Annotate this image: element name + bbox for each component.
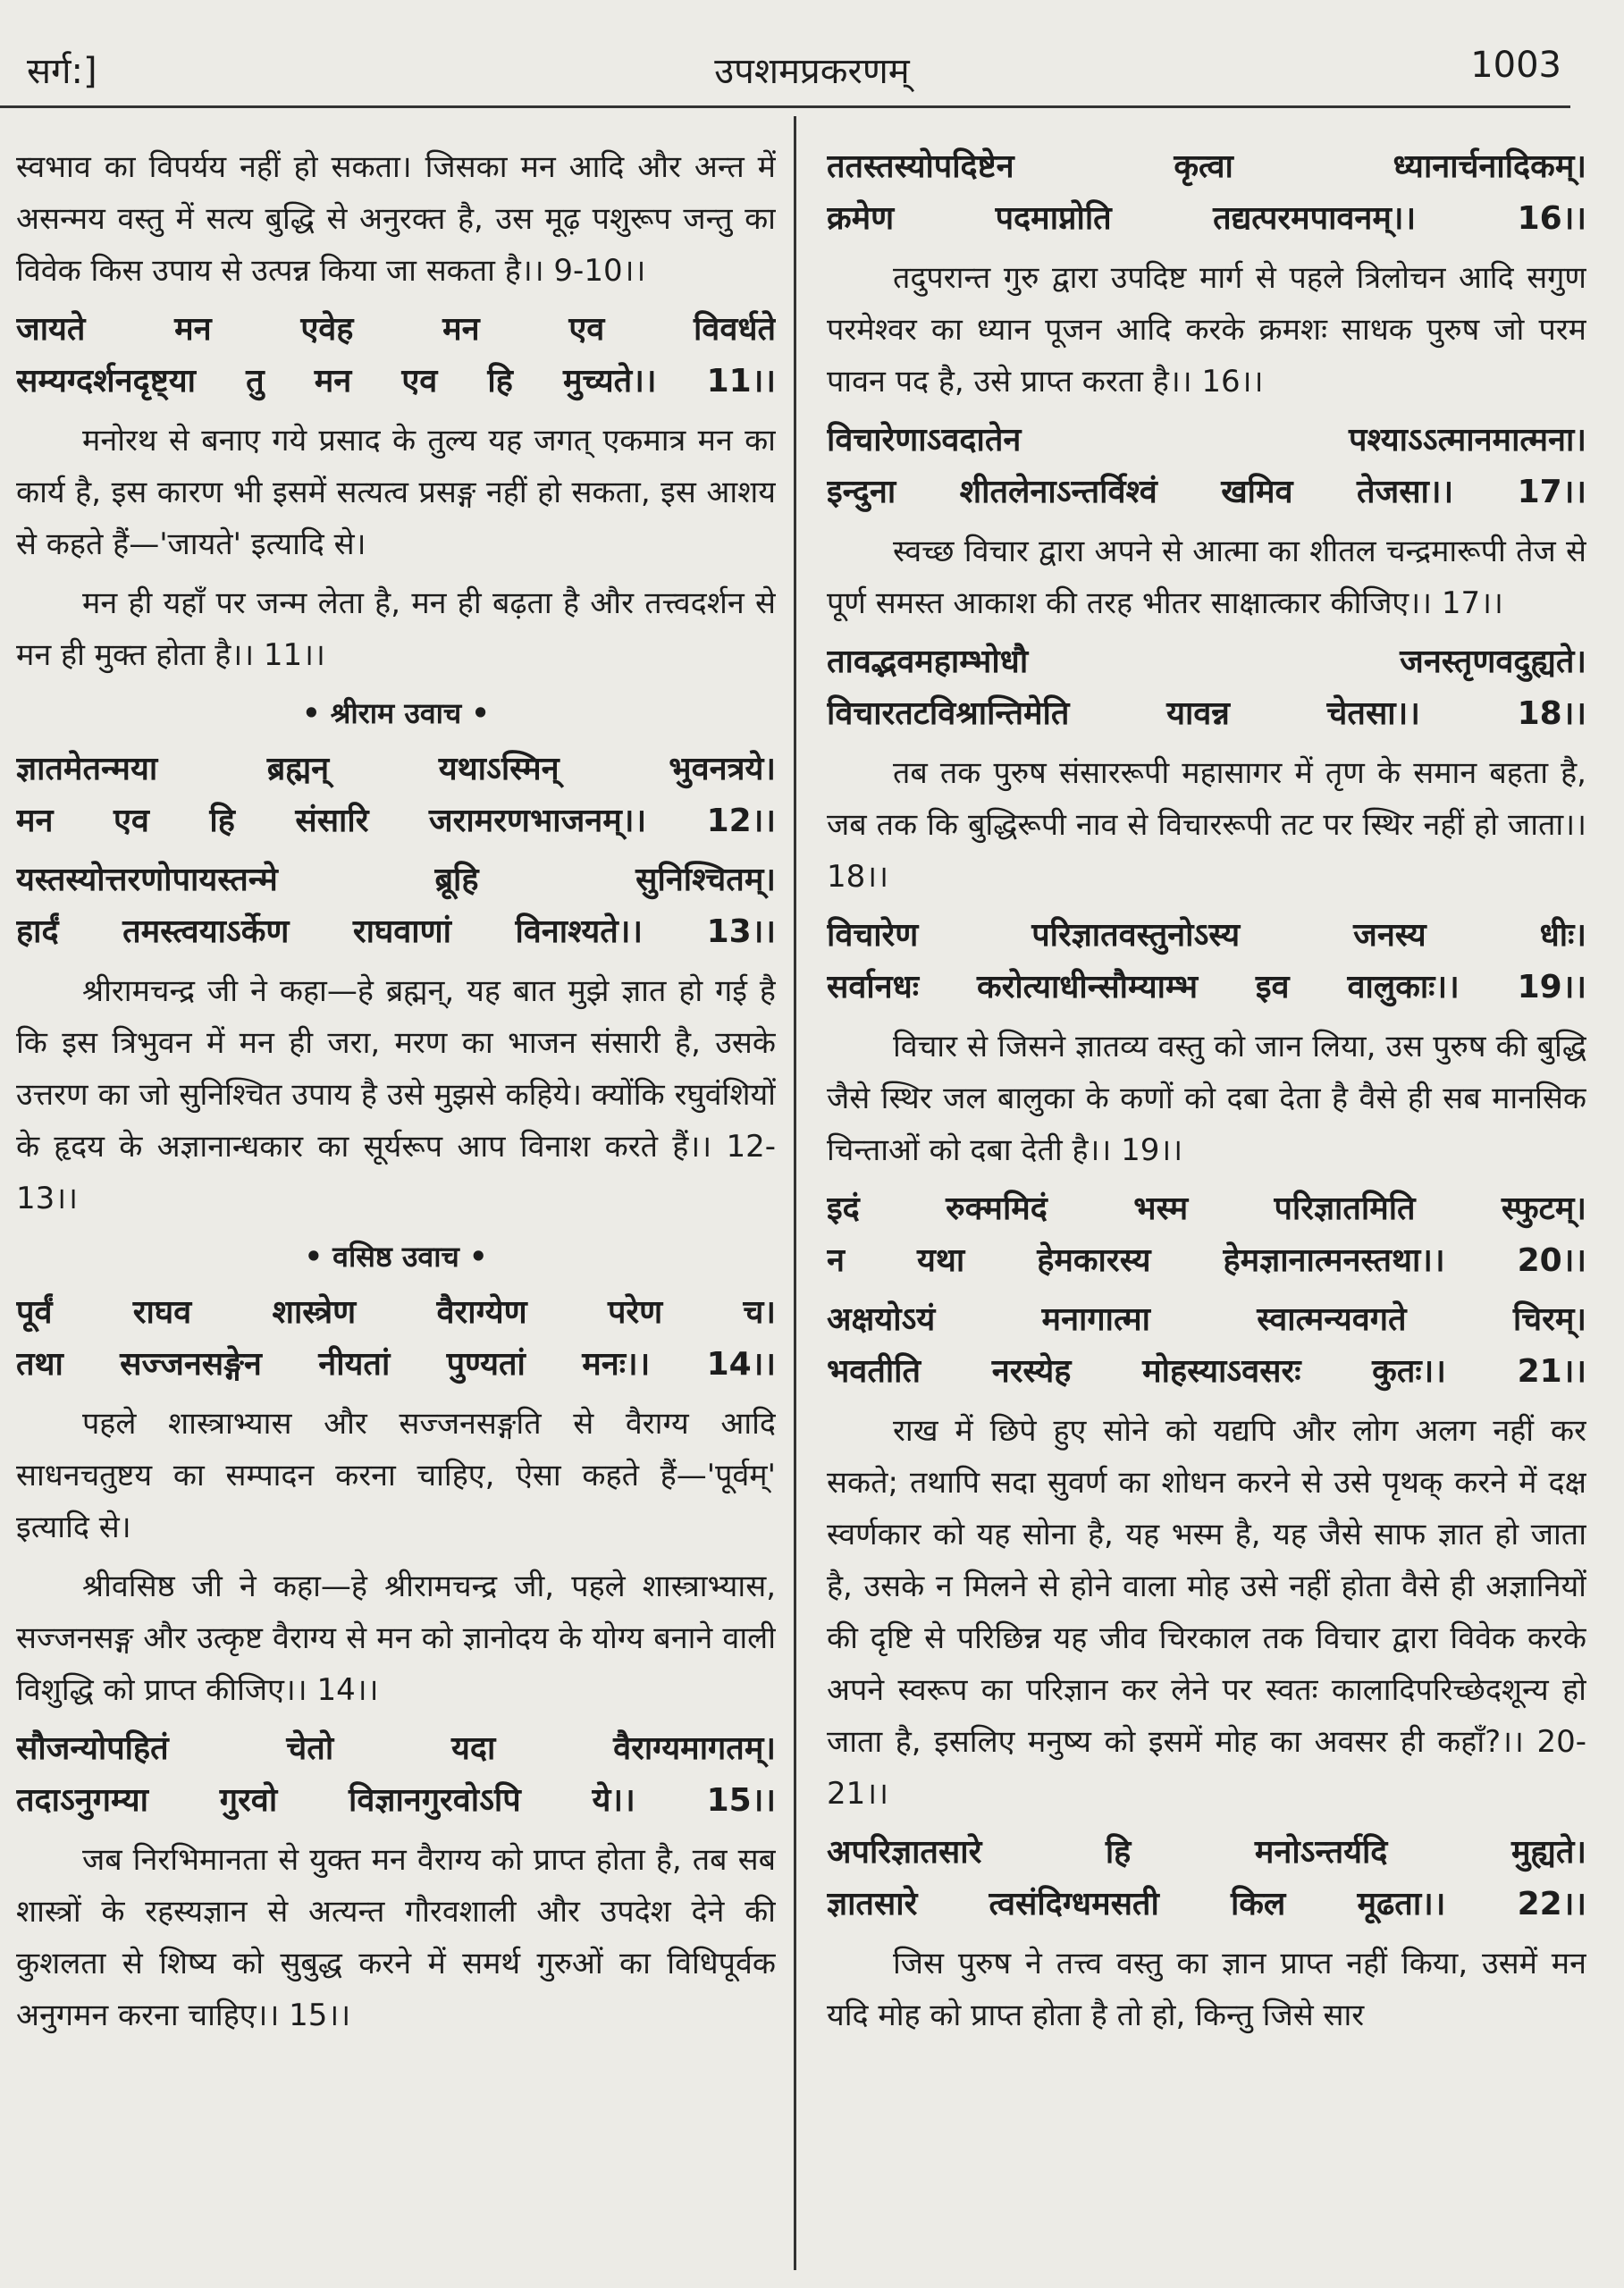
- commentary-paragraph: स्वच्छ विचार द्वारा अपने से आत्मा का शीतल चन्द्रमारूपी तेज से पूर्ण समस्त आकाश की तरह भीतर साक्षात्कार कीजिए।। 17।।: [827, 534, 1586, 621]
- verse-block: [827, 1294, 1586, 1398]
- commentary-paragraph: स्वभाव का विपर्यय नहीं हो सकता। जिसका मन आदि और अन्त में असन्मय वस्तु में सत्य बुद्धि से अनुरक्त है, उस मूढ़ पशुरूप जन्तु का विवेक किस उपाय से उत्पन्न किया जा सकता है।। 9-10।।: [16, 149, 776, 289]
- verse-line: हार्दं तमस्त्वयाऽर्केण राघवाणां विनाश्यते।। 13।।: [16, 913, 776, 950]
- page-header: [0, 0, 1624, 134]
- verse-line: विचारेण परिज्ञातवस्तुनोऽस्य जनस्य धीः।: [827, 917, 1586, 954]
- verse-line: अक्षयोऽयं मनागात्मा स्वात्मन्यवगते चिरम्।: [827, 1301, 1586, 1338]
- verse-line: सौजन्योपहितं चेतो यदा वैराग्यमागतम्।: [16, 1730, 776, 1767]
- verse-line: तदाऽनुगम्या गुरवो विज्ञानगुरवोऽपि ये।। 15।।: [16, 1782, 776, 1819]
- commentary-paragraph: श्रीवसिष्ठ जी ने कहा—हे श्रीरामचन्द्र जी, पहले शास्त्राभ्यास, सज्जनसङ्ग और उत्कृष्ट वैराग्य से मन को ज्ञानोदय के योग्य बनाने वाली विशुद्धि को प्राप्त कीजिए।। 14।।: [16, 1569, 776, 1708]
- verse-block: [827, 1183, 1586, 1287]
- verse-line: भवतीति नरस्येह मोहस्याऽवसरः कुतः।। 21।।: [827, 1353, 1586, 1390]
- section-marker: सर्ग:]: [27, 51, 97, 92]
- speaker-heading: • श्रीराम उवाच •: [302, 696, 490, 730]
- verse-block: [16, 854, 776, 958]
- verse-line: सम्यग्दर्शनदृष्ट्या तु मन एव हि मुच्यते।। 11।।: [16, 363, 776, 400]
- verse-line: यस्तस्योत्तरणोपायस्तन्मे ब्रूहि सुनिश्चितम्।: [16, 862, 776, 898]
- header-rule: [0, 105, 1570, 108]
- commentary-paragraph: तदुपरान्त गुरु द्वारा उपदिष्ट मार्ग से पहले त्रिलोचन आदि सगुण परमेश्वर का ध्यान पूजन आदि करके क्रमशः साधक पुरुष जो परम पावन पद है, उसे प्राप्त करता है।। 16।।: [827, 260, 1586, 400]
- left-column: [16, 141, 776, 2277]
- verse-line: तथा सज्जनसङ्गेन नीयतां पुण्यतां मनः।। 14।।: [16, 1346, 776, 1383]
- verse-line: इन्दुना शीतलेनाऽन्तर्विश्वं खमिव तेजसा।। 17।।: [827, 474, 1586, 510]
- verse-line: ततस्तस्योपदिष्टेन कृत्वा ध्यानार्चनादिकम्।: [827, 148, 1586, 185]
- commentary-paragraph: श्रीरामचन्द्र जी ने कहा—हे ब्रह्मन्, यह बात मुझे ज्ञात हो गई है कि इस त्रिभुवन में मन ही जरा, मरण का भाजन संसारी है, उसके उत्तरण का जो सुनिश्चित उपाय है उसे मुझसे कहिये। क्योंकि रघुवंशियों के हृदय के अज्ञानान्धकार का सूर्यरूप आप विनाश करते हैं।। 12-13।।: [16, 973, 776, 1216]
- commentary-paragraph: मनोरथ से बनाए गये प्रसाद के तुल्य यह जगत् एकमात्र मन का कार्य है, इस कारण भी इसमें सत्यत्व प्रसङ्ग नहीं हो सकता, इस आशय से कहते हैं—'जायते' इत्यादि से।: [16, 423, 776, 562]
- verse-block: [16, 304, 776, 408]
- commentary-paragraph: मन ही यहाँ पर जन्म लेता है, मन ही बढ़ता है और तत्त्वदर्शन से मन ही मुक्त होता है।। 11।।: [16, 585, 776, 673]
- commentary-paragraph: राख में छिपे हुए सोने को यद्यपि और लोग अलग नहीं कर सकते; तथापि सदा सुवर्ण का शोधन करने से उसे पृथक् करने में दक्ष स्वर्णकार को यह सोना है, यह भस्म है, यह जैसे साफ ज्ञात हो जाता है, उसके न मिलने से होने वाला मोह उसे नहीं होता वैसे ही अज्ञानियों की दृष्टि से परिछिन्न यह जीव चिरकाल तक विचार द्वारा विवेक करके अपने स्वरूप का परिज्ञान कर लेने पर स्वतः कालादिपरिच्छेदशून्य हो जाता है, इसलिए मनुष्य को इसमें मोह का अवसर ही कहाँ?।। 20-21।।: [827, 1413, 1586, 1812]
- verse-block: [16, 1723, 776, 1827]
- verse-line: अपरिज्ञातसारे हि मनोऽन्तर्यदि मुह्यते।: [827, 1834, 1586, 1871]
- verse-line: न यथा हेमकारस्य हेमज्ञानात्मनस्तथा।। 20।।: [827, 1242, 1586, 1279]
- verse-line: ज्ञातसारे त्वसंदिग्धमसती किल मूढता।। 22।।: [827, 1886, 1586, 1922]
- verse-line: पूर्वं राघव शास्त्रेण वैराग्येण परेण च।: [16, 1294, 776, 1331]
- commentary-paragraph: पहले शास्त्राभ्यास और सज्जनसङ्गति से वैराग्य आदि साधनचतुष्टय का सम्पादन करना चाहिए, ऐसा कहते हैं—'पूर्वम्' इत्यादि से।: [16, 1406, 776, 1545]
- right-column: [827, 141, 1586, 2277]
- commentary-paragraph: जिस पुरुष ने तत्त्व वस्तु का ज्ञान प्राप्त नहीं किया, उसमें मन यदि मोह को प्राप्त होता है तो हो, किन्तु जिसे सार: [827, 1946, 1586, 2033]
- page-number: 1003: [1470, 45, 1561, 86]
- verse-block: [827, 141, 1586, 245]
- verse-block: [827, 1827, 1586, 1930]
- verse-block: [827, 636, 1586, 740]
- verse-line: मन एव हि संसारि जरामरणभाजनम्।। 12।।: [16, 803, 776, 839]
- verse-block: [827, 415, 1586, 518]
- commentary-paragraph: जब निरभिमानता से युक्त मन वैराग्य को प्राप्त होता है, तब सब शास्त्रों के रहस्यज्ञान से अत्यन्त गौरवशाली और उपदेश देने की कुशलता से शिष्य को सुबुद्ध करने में समर्थ गुरुओं का विधिपूर्वक अनुगमन करना चाहिए।। 15।।: [16, 1842, 776, 2033]
- commentary-paragraph: विचार से जिसने ज्ञातव्य वस्तु को जान लिया, उस पुरुष की बुद्धि जैसे स्थिर जल बालुका के कणों को दबा देता है वैसे ही सब मानसिक चिन्ताओं को दबा देती है।। 19।।: [827, 1029, 1586, 1168]
- speaker-heading: • वसिष्ठ उवाच •: [304, 1240, 488, 1274]
- verse-line: तावद्भवमहाम्भोधौ जनस्तृणवदुह्यते।: [827, 644, 1586, 680]
- verse-line: इदं रुक्ममिदं भस्म परिज्ञातमिति स्फुटम्।: [827, 1190, 1586, 1227]
- verse-line: सर्वानधः करोत्याधीन्सौम्याम्भ इव वालुकाः।। 19।।: [827, 969, 1586, 1005]
- verse-line: विचारतटविश्रान्तिमेति यावन्न चेतसा।। 18।।: [827, 695, 1586, 732]
- column-divider: [794, 116, 796, 2270]
- verse-line: विचारेणाऽवदातेन पश्याऽऽत्मानमात्मना।: [827, 422, 1586, 458]
- verse-line: ज्ञातमेतन्मया ब्रह्मन् यथाऽस्मिन् भुवनत्रये।: [16, 751, 776, 787]
- commentary-paragraph: तब तक पुरुष संसाररूपी महासागर में तृण के समान बहता है, जब तक कि बुद्धिरूपी नाव से विचाररूपी तट पर स्थिर नहीं हो जाता।। 18।।: [827, 755, 1586, 895]
- verse-block: [16, 1287, 776, 1391]
- verse-line: क्रमेण पदमाप्नोति तद्यत्परमपावनम्।। 16।।: [827, 200, 1586, 237]
- verse-line: जायते मन एवेह मन एव विवर्धते: [16, 311, 776, 348]
- verse-block: [827, 910, 1586, 1014]
- verse-block: [16, 744, 776, 847]
- page-title: उपशमप्रकरणम्: [714, 51, 910, 92]
